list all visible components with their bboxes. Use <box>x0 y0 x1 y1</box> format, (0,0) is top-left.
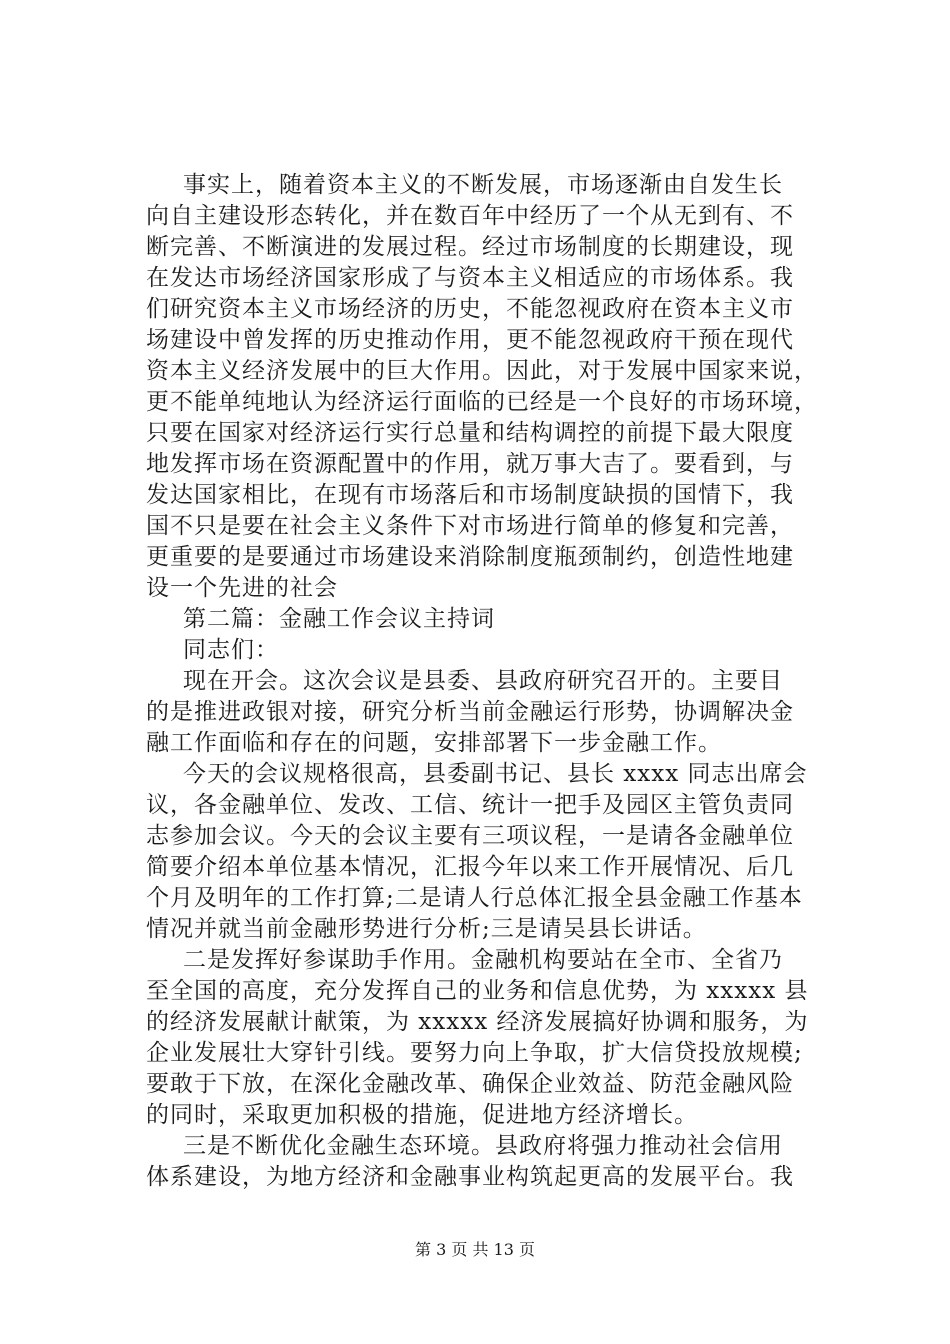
text-line: 体系建设，为地方经济和金融事业构筑起更高的发展平台。我 <box>146 1164 794 1190</box>
text-line: 的是推进政银对接，研究分析当前金融运行形势，协调解决金 <box>146 699 794 725</box>
text-line: 场建设中曾发挥的历史推动作用，更不能忽视政府干预在现代 <box>146 327 794 353</box>
text-line: 地发挥市场在资源配置中的作用，就万事大吉了。要看到，与 <box>146 451 794 477</box>
text-line: 更重要的是要通过市场建设来消除制度瓶颈制约，创造性地建 <box>146 544 794 570</box>
text-line: 事实上，随着资本主义的不断发展，市场逐渐由自发生长 <box>183 172 783 198</box>
text-line: 议，各金融单位、发改、工信、统计一把手及园区主管负责同 <box>146 792 794 818</box>
text-line: 个月及明年的工作打算;二是请人行总体汇报全县金融工作基本 <box>146 885 803 911</box>
section-heading: 第二篇：金融工作会议主持词 <box>183 606 495 632</box>
text-line: 融工作面临和存在的问题，安排部署下一步金融工作。 <box>146 730 722 756</box>
text-line: 断完善、不断演进的发展过程。经过市场制度的长期建设，现 <box>146 234 794 260</box>
text-line: 二是发挥好参谋助手作用。金融机构要站在全市、全省乃 <box>183 947 783 973</box>
text-line: 在发达市场经济国家形成了与资本主义相适应的市场体系。我 <box>146 265 794 291</box>
text-line: 要敢于下放，在深化金融改革、确保企业效益、防范金融风险 <box>146 1071 794 1097</box>
text-line: 现在开会。这次会议是县委、县政府研究召开的。主要目 <box>183 668 783 694</box>
salutation: 同志们： <box>183 637 279 663</box>
text-line: 国不只是要在社会主义条件下对市场进行简单的修复和完善， <box>146 513 794 539</box>
text-line: 发达国家相比，在现有市场落后和市场制度缺损的国情下，我 <box>146 482 794 508</box>
text-line: 设一个先进的社会 <box>146 575 338 601</box>
text-line: 只要在国家对经济运行实行总量和结构调控的前提下最大限度 <box>146 420 794 446</box>
text-line: 更不能单纯地认为经济运行面临的已经是一个良好的市场环境， <box>146 389 818 415</box>
text-line: 至全国的高度，充分发挥自己的业务和信息优势，为 xxxxx 县 <box>146 978 809 1004</box>
text-line: 的同时，采取更加积极的措施，促进地方经济增长。 <box>146 1102 698 1128</box>
text-line: 向自主建设形态转化，并在数百年中经历了一个从无到有、不 <box>146 203 794 229</box>
text-line: 今天的会议规格很高，县委副书记、县长 xxxx 同志出席会 <box>183 761 808 787</box>
text-line: 企业发展壮大穿针引线。要努力向上争取，扩大信贷投放规模; <box>146 1040 803 1066</box>
text-line: 资本主义经济发展中的巨大作用。因此，对于发展中国家来说， <box>146 358 818 384</box>
page-number-footer: 第 3 页 共 13 页 <box>415 1240 535 1259</box>
text-line: 们研究资本主义市场经济的历史，不能忽视政府在资本主义市 <box>146 296 794 322</box>
text-line: 三是不断优化金融生态环境。县政府将强力推动社会信用 <box>183 1133 783 1159</box>
text-line: 简要介绍本单位基本情况，汇报今年以来工作开展情况、后几 <box>146 854 794 880</box>
text-line: 志参加会议。今天的会议主要有三项议程，一是请各金融单位 <box>146 823 794 849</box>
text-line: 的经济发展献计献策，为 xxxxx 经济发展搞好协调和服务，为 <box>146 1009 809 1035</box>
text-line: 情况并就当前金融形势进行分析;三是请吴县长讲话。 <box>146 916 707 942</box>
